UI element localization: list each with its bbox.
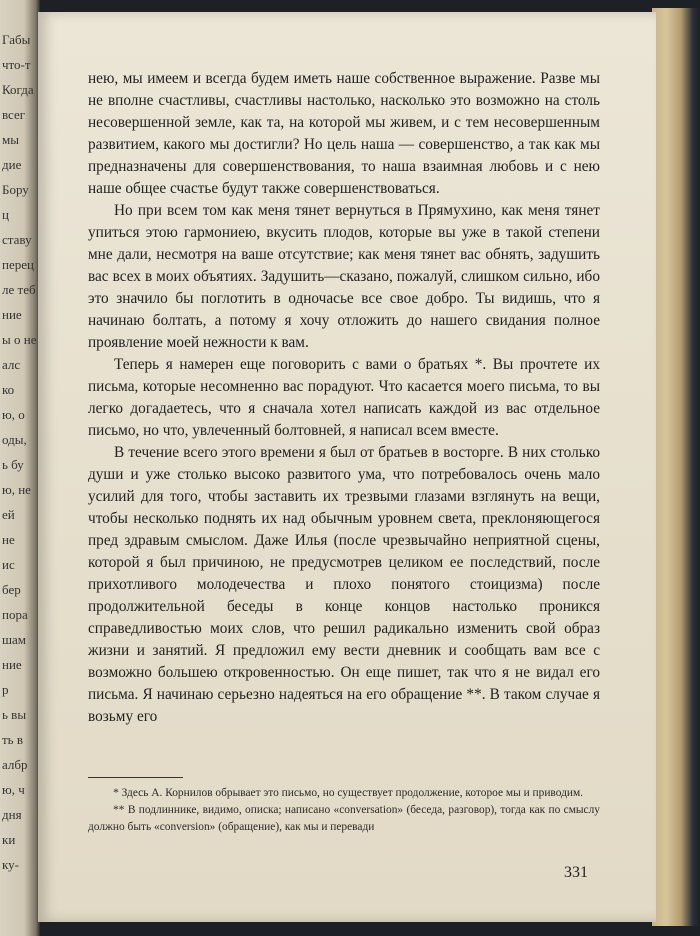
- facing-page-fragment: ку-: [2, 857, 19, 872]
- facing-page-fragment: ние: [2, 307, 22, 322]
- facing-page-fragment: не: [2, 532, 15, 547]
- facing-page-fragment: дня: [2, 807, 22, 822]
- facing-page-fragment: мы: [2, 132, 19, 147]
- facing-page-fragment: шам: [2, 632, 27, 647]
- facing-page-fragment: ы о не: [2, 332, 37, 347]
- facing-page-fragment: Габы: [2, 32, 31, 47]
- facing-page-fragment: албр: [2, 757, 28, 772]
- page-number: 331: [564, 864, 588, 881]
- book-page: [38, 12, 656, 922]
- facing-page-fragment: ть в: [2, 732, 23, 747]
- facing-page-fragment: Когда: [2, 82, 34, 97]
- paragraph: В течение всего этого времени я был от братьев в восторге. В них столько души и уже столько высоко развитого ума, что потребовалось очень мало усилий для того, чтобы заставить их трезвыми глазами взглянуть на вещи, чтобы несколько поднять их над обычным уровнем света, преклоняющегося пред здравым смыслом. Даже Илья (после чрезвычайно неприятной сцены, которой я был причиною, не предусмотрев целиком ее последствий, после прихотливого молодечества и плохо понятого стоицизма) после продолжительной беседы в конце концов настолько проникся справедливостью моих слов, что решил радикально изменить свой образ жизни и занятий. Я предложил ему вести дневник и сообщать вам все с возможно большею откровенностью. Он еще пишет, так что я не видал его письма. Я начинаю серьезно надеяться на его обращение **. В таком случае я возьму его: [88, 444, 600, 725]
- facing-page-fragment: ние: [2, 657, 22, 672]
- facing-page-fragment: ю, о: [2, 407, 25, 422]
- facing-page-fragment: ц: [2, 207, 9, 222]
- facing-page-fragment: алс: [2, 357, 21, 372]
- facing-page-fragment: что-т: [2, 57, 31, 72]
- facing-page-fragment: ки: [2, 832, 16, 847]
- facing-page-fragment: ю, ч: [2, 782, 25, 797]
- facing-page-fragment: ь вы: [2, 707, 27, 722]
- facing-page-fragment: всег: [2, 107, 26, 122]
- paragraph: Но при всем том как меня тянет вернуться в Прямухино, как меня тянет упиться этою гармониею, вкусить плодов, которые вы уже в такой степени мне дали, несмотря на ваше отсутствие; как меня тянет вас обнять, задушить вас всех в моих объятиях. Задушить—сказано, пожалуй, слишком сильно, ибо это значило бы поглотить в одночасье все свое добро. Ты видишь, что я начинаю болтать, а потому я хочу отложить до нашего свидания полное проявление моей нежности к вам.: [88, 202, 600, 351]
- facing-page-fragment: дие: [2, 157, 22, 172]
- body-text: [88, 68, 600, 728]
- facing-page-fragment: бер: [2, 582, 21, 597]
- book-page-edges: [652, 8, 700, 926]
- facing-page-edge: [0, 0, 40, 936]
- facing-page-fragment: ю, не: [2, 482, 31, 497]
- facing-page-fragment: перец: [2, 257, 34, 272]
- footnote: * Здесь А. Корнилов обрывает это письмо, но существует продолжение, которое мы и приводим.: [113, 787, 584, 799]
- facing-page-fragment: ко: [2, 382, 15, 397]
- footnote-divider: [88, 777, 183, 778]
- facing-page-fragment: ставу: [2, 232, 32, 247]
- facing-page-fragment: ис: [2, 557, 15, 572]
- footnotes: [88, 785, 600, 836]
- footnote: ** В подлиннике, видимо, описка; написано «conversation» (беседа, разговор), тогда как по смыслу должно быть «conversion» (обращение), как мы и перевади: [88, 804, 600, 833]
- paragraph: Теперь я намерен еще поговорить с вами о братьях *. Вы прочтете их письма, которые несомненно вас порадуют. Что касается моего письма, то вы легко догадаетесь, что я сначала хотел написать каждой из вас отдельное письмо, но что, увлеченный болтовней, я написал всем вместе.: [88, 356, 600, 439]
- facing-page-fragment: пора: [2, 607, 28, 622]
- paragraph: нею, мы имеем и всегда будем иметь наше собственное выражение. Разве мы не вполне счастливы, счастливы настолько, насколько это возможно на столь несовершенной земле, как та, на которой мы живем, и с тем несовершенным развитием, какого мы достигли? Но цель наша — совершенство, а так как мы предназначены для совершенствования, то наша взаимная любовь и с нею наше общее счастье будут также совершенствоваться.: [88, 70, 600, 197]
- facing-page-fragment: ь бу: [2, 457, 24, 472]
- facing-page-fragment: Бору: [2, 182, 29, 197]
- facing-page-fragment: ле теб: [2, 282, 36, 297]
- facing-page-fragment: р: [2, 682, 9, 697]
- facing-page-fragment: оды,: [2, 432, 27, 447]
- facing-page-fragment: ей: [2, 507, 15, 522]
